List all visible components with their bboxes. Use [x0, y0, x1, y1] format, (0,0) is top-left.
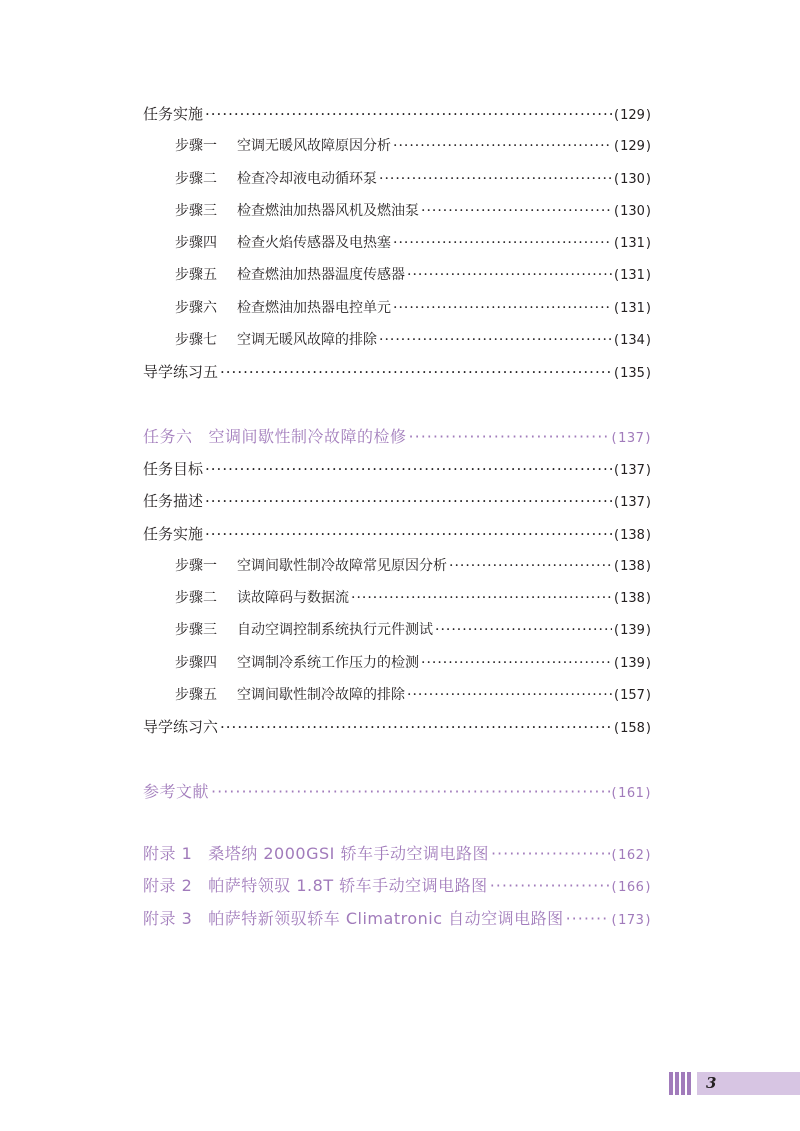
step-label: 步骤三 [175, 622, 217, 639]
toc-task6-heading[interactable] [143, 421, 651, 453]
toc-appendix-entry[interactable] [143, 903, 651, 935]
toc-step-entry[interactable] [143, 324, 651, 356]
page-footer [0, 1072, 800, 1095]
toc-entry[interactable] [143, 98, 651, 130]
entry-title: 检查燃油加热器电控单元 [237, 299, 391, 316]
entry-title: 空调间歇性制冷故障常见原因分析 [237, 557, 447, 574]
page-ref: (161) [611, 785, 651, 801]
entry-title: 导学练习五 [143, 363, 219, 382]
entry-title: 任务实施 [143, 524, 204, 543]
leader-dots [409, 421, 610, 453]
table-of-contents [143, 98, 651, 935]
step-label: 步骤三 [175, 202, 217, 219]
leader-dots [205, 453, 612, 485]
toc-step-entry[interactable] [143, 130, 651, 162]
page-ref: (137) [614, 495, 651, 511]
entry-title: 检查燃油加热器风机及燃油泵 [237, 202, 419, 219]
footer-stripe [687, 1072, 691, 1095]
step-label: 步骤四 [175, 235, 217, 252]
leader-dots [211, 776, 610, 808]
leader-dots [379, 163, 612, 195]
spacer [143, 744, 651, 776]
references-title: 参考文献 [143, 781, 210, 801]
entry-title: 检查火焰传感器及电热塞 [237, 235, 391, 252]
toc-group-task6 [143, 453, 651, 744]
spacer [143, 389, 651, 421]
toc-step-entry[interactable] [143, 259, 651, 291]
page-ref: (158) [614, 721, 651, 737]
page-ref: (129) [614, 139, 651, 155]
page-ref: (130) [614, 203, 651, 219]
toc-entry[interactable] [143, 518, 651, 550]
leader-dots [379, 324, 612, 356]
toc-step-entry[interactable] [143, 163, 651, 195]
toc-entry[interactable] [143, 356, 651, 388]
page-ref: (139) [614, 623, 651, 639]
entry-title: 任务实施 [143, 105, 204, 123]
entry-title: 读故障码与数据流 [237, 590, 349, 607]
leader-dots [566, 903, 610, 935]
spacer [143, 808, 651, 838]
page-ref: (131) [614, 236, 651, 252]
leader-dots [449, 550, 612, 582]
toc-step-entry[interactable] [143, 614, 651, 646]
entry-title: 空调制冷系统工作压力的检测 [237, 654, 419, 671]
leader-dots [205, 98, 612, 130]
page-ref: (138) [614, 591, 651, 607]
toc-entry[interactable] [143, 453, 651, 485]
entry-title: 空调无暖风故障原因分析 [237, 138, 391, 155]
toc-appendix-entry[interactable] [143, 838, 651, 870]
step-label: 步骤二 [175, 590, 217, 607]
toc-step-entry[interactable] [143, 227, 651, 259]
toc-step-entry[interactable] [143, 292, 651, 324]
page-ref: (138) [614, 527, 651, 543]
leader-dots [351, 582, 612, 614]
appendix-number: 附录 1 [143, 843, 193, 863]
page-ref: (134) [614, 333, 651, 349]
entry-title: 帕萨特领驭 1.8T 轿车手动空调电路图 [208, 876, 488, 896]
leader-dots [393, 227, 612, 259]
leader-dots [491, 838, 610, 870]
entry-title: 检查燃油加热器温度传感器 [237, 267, 405, 284]
entry-title: 自动空调控制系统执行元件测试 [237, 622, 433, 639]
page-ref: (131) [614, 268, 651, 284]
leader-dots [407, 679, 612, 711]
page-ref: (129) [614, 108, 651, 123]
toc-appendices [143, 838, 651, 935]
entry-title: 任务目标 [143, 459, 204, 478]
entry-title: 桑塔纳 2000GSI 轿车手动空调电路图 [208, 843, 489, 863]
toc-appendix-entry[interactable] [143, 870, 651, 902]
leader-dots [220, 711, 612, 743]
task-number: 任务六 [143, 426, 193, 446]
step-label: 步骤六 [175, 299, 217, 316]
toc-entry[interactable] [143, 711, 651, 743]
page-ref: (130) [614, 171, 651, 187]
step-label: 步骤七 [175, 332, 217, 349]
toc-entry[interactable] [143, 485, 651, 517]
leader-dots [490, 870, 610, 902]
step-label: 步骤一 [175, 557, 217, 574]
step-label: 步骤五 [175, 267, 217, 284]
step-label: 步骤五 [175, 687, 217, 704]
appendix-number: 附录 3 [143, 908, 193, 928]
entry-title: 导学练习六 [143, 718, 219, 737]
toc-step-entry[interactable] [143, 647, 651, 679]
toc-step-entry[interactable] [143, 679, 651, 711]
leader-dots [421, 195, 612, 227]
step-label: 步骤四 [175, 654, 217, 671]
leader-dots [393, 292, 612, 324]
leader-dots [435, 614, 612, 646]
step-label: 步骤一 [175, 138, 217, 155]
entry-title: 空调间歇性制冷故障的排除 [237, 687, 405, 704]
entry-title: 检查冷却液电动循环泵 [237, 170, 377, 187]
toc-group-task5 [143, 98, 651, 389]
toc-references[interactable] [143, 776, 651, 808]
footer-stripe [675, 1072, 679, 1095]
page-ref: (138) [614, 558, 651, 574]
page-ref: (166) [611, 880, 651, 896]
entry-title: 任务描述 [143, 492, 204, 511]
appendix-number: 附录 2 [143, 876, 193, 896]
page-number: 3 [706, 1074, 717, 1092]
page-ref: (137) [611, 430, 651, 446]
leader-dots [205, 485, 612, 517]
page-ref: (162) [611, 847, 651, 863]
task-title: 空调间歇性制冷故障的检修 [208, 426, 407, 446]
page-ref: (173) [611, 912, 651, 928]
leader-dots [393, 130, 612, 162]
toc-step-entry[interactable] [143, 550, 651, 582]
leader-dots [205, 518, 612, 550]
footer-stripe [669, 1072, 673, 1095]
leader-dots [421, 647, 612, 679]
step-label: 步骤二 [175, 170, 217, 187]
entry-title: 空调无暖风故障的排除 [237, 332, 377, 349]
page-ref: (131) [614, 300, 651, 316]
entry-title: 帕萨特新领驭轿车 Climatronic 自动空调电路图 [208, 908, 564, 928]
page-ref: (157) [614, 688, 651, 704]
toc-step-entry[interactable] [143, 582, 651, 614]
page-ref: (135) [614, 366, 651, 382]
page-ref: (139) [614, 655, 651, 671]
leader-dots [407, 259, 612, 291]
leader-dots [220, 356, 612, 388]
footer-stripe [681, 1072, 685, 1095]
toc-step-entry[interactable] [143, 195, 651, 227]
page-ref: (137) [614, 462, 651, 478]
